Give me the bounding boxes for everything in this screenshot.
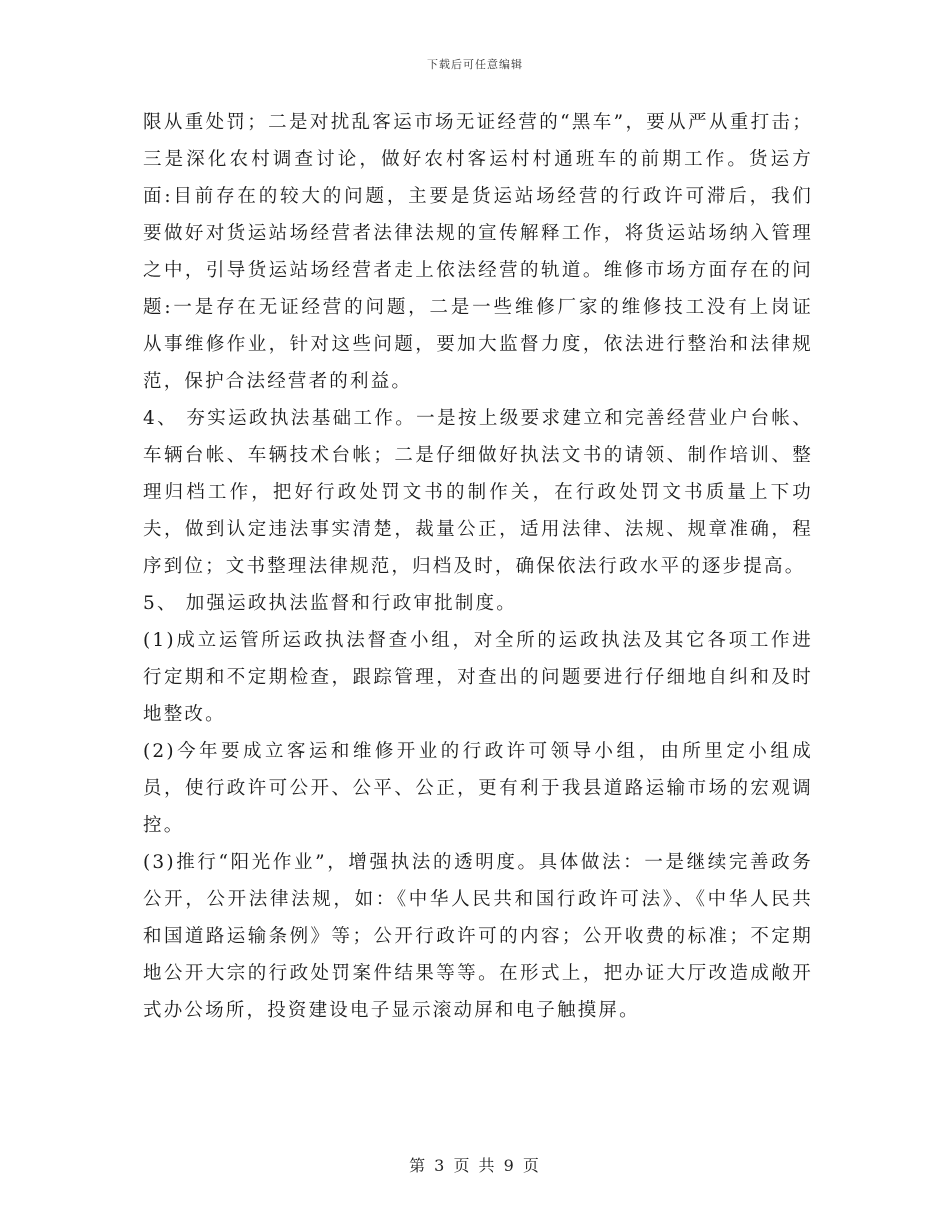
paragraph-item-4: 4、 夯实运政执法基础工作。一是按上级要求建立和完善经营业户台帐、车辆台帐、车辆技术台帐；二是仔细做好执法文书的请领、制作培训、整理归档工作，把好行政处罚文书的制作关，在行政处罚文书质量上下功夫，做到认定违法事实清楚，裁量公正，适用法律、法规、规章准确，程序到位；文书整理法律规范，归档及时，确保依法行政水平的逐步提高。: [143, 408, 813, 577]
document-body: [143, 104, 813, 1029]
paragraph-item-5: 5、 加强运政执法监督和行政审批制度。: [143, 593, 517, 614]
page-number-footer: 第 3 页 共 9 页: [409, 1156, 541, 1175]
paragraph-continuation: 限从重处罚；二是对扰乱客运市场无证经营的“黑车”，要从严从重打击；三是深化农村调查讨论，做好农村客运村村通班车的前期工作。货运方面:目前存在的较大的问题，主要是货运站场经营的行政许可滞后，我们要做好对货运站场经营者法律法规的宣传解释工作，将货运站场纳入管理之中，引导货运站场经营者走上依法经营的轨道。维修市场方面存在的问题:一是存在无证经营的问题，二是一些维修厂家的维修技工没有上岗证从事维修作业，针对这些问题，要加大监督力度，依法进行整治和法律规范，保护合法经营者的利益。: [143, 112, 813, 392]
paragraph-subitem-3: (3)推行“阳光作业”，增强执法的透明度。具体做法：一是继续完善政务公开，公开法律法规，如：《中华人民共和国行政许可法》、《中华人民共和国道路运输条例》等；公开行政许可的内容；公开收费的标准；不定期地公开大宗的行政处罚案件结果等等。在形式上，把办证大厅改造成敞开式办公场所，投资建设电子显示滚动屏和电子触摸屏。: [143, 852, 813, 1021]
paragraph-subitem-2: (2)今年要成立客运和维修开业的行政许可领导小组，由所里定小组成员，使行政许可公开、公平、公正，更有利于我县道路运输市场的宏观调控。: [143, 741, 813, 836]
paragraph-subitem-1: (1)成立运管所运政执法督查小组，对全所的运政执法及其它各项工作进行定期和不定期检查，跟踪管理，对查出的问题要进行仔细地自纠和及时地整改。: [143, 630, 813, 725]
header-note: 下载后可任意编辑: [427, 58, 523, 71]
